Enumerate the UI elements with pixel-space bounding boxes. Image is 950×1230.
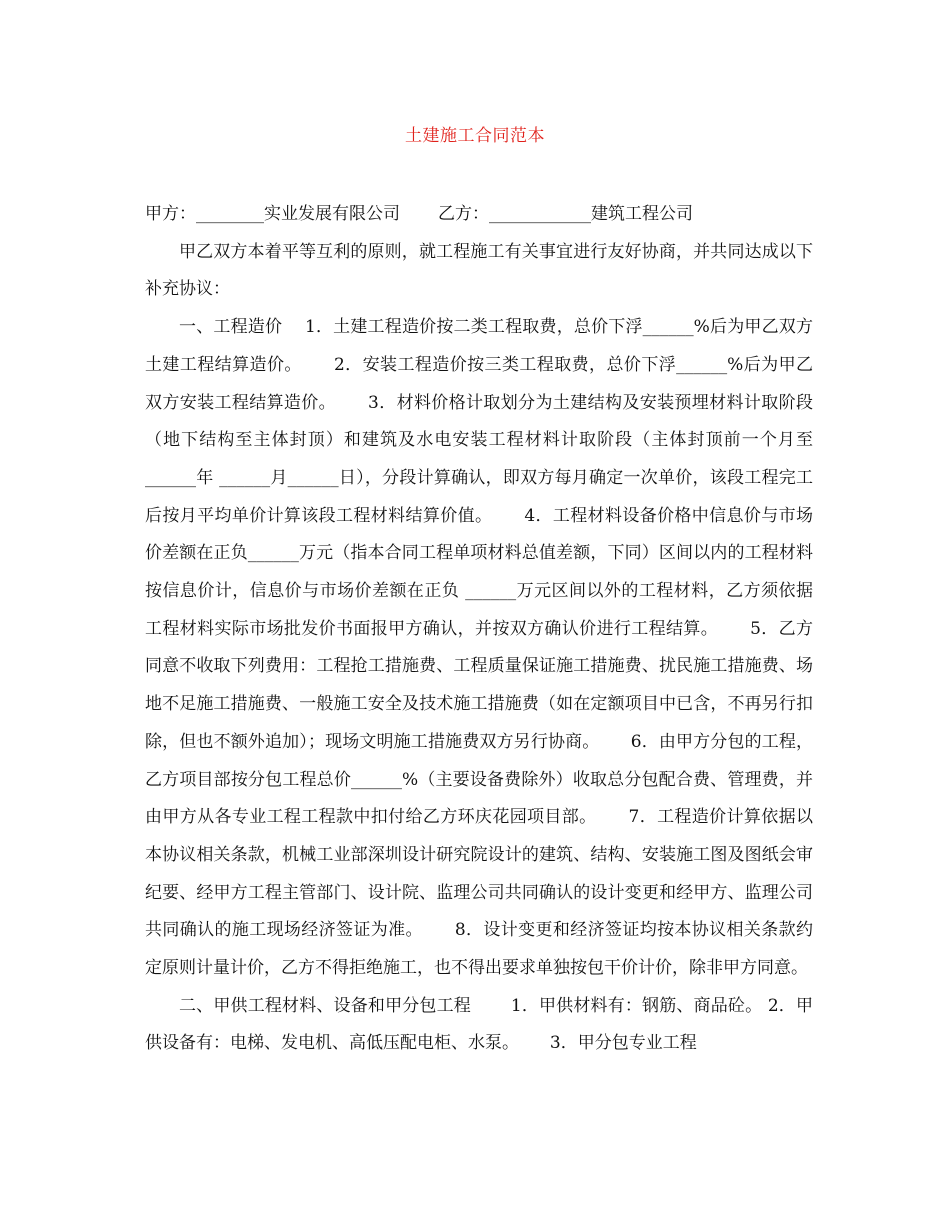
parties-line [145,196,813,234]
party-a-text: 甲方：________实业发展有限公司 [145,204,400,224]
document-title: 土建施工合同范本 [405,126,545,146]
preamble-paragraph: 甲乙双方本着平等互利的原则，就工程施工有关事宜进行友好协商，并共同达成以下补充协议： [145,241,813,300]
section-1-pricing-paragraph: 一、工程造价 1．土建工程造价按二类工程取费，总价下浮______%后为甲乙双方土建工程结算造价。 2．安装工程造价按三类工程取费，总价下浮______%后为甲乙双方安装工程结算造价。 3．材料价格计取划分为土建结构及安装预埋材料计取阶段（地下结构至主体封顶）和建筑及水电安装工程材料计取阶段（主体封顶前一个月至______年 ______月______日），分段计算确认，即双方每月确定一次单价，该段工程完工后按月平均单价计算该段工程材料结算价值。 4．工程材料设备价格中信息价与市场价差额在正负______万元（指本合同工程单项材料总值差额，下同）区间以内的工程材料按信息价计，信息价与市场价差额在正负 ______万元区间以外的工程材料，乙方须依据工程材料实际市场批发价书面报甲方确认，并按双方确认价进行工程结算。 5．乙方同意不收取下列费用：工程抢工措施费、工程质量保证施工措施费、扰民施工措施费、场地不足施工措施费、一般施工安全及技术施工措施费（如在定额项目中已含，不再另行扣除，但也不额外追加）；现场文明施工措施费双方另行协商。 6．由甲方分包的工程，乙方项目部按分包工程总价______%（主要设备费除外）收取总分包配合费、管理费，并由甲方从各专业工程工程款中扣付给乙方环庆花园项目部。 7．工程造价计算依据以本协议相关条款，机械工业部深圳设计研究院设计的建筑、结构、安装施工图及图纸会审纪要、经甲方工程主管部门、设计院、监理公司共同确认的设计变更和经甲方、监理公司共同确认的施工现场经济签证为准。 8．设计变更和经济签证均按本协议相关条款约定原则计量计价，乙方不得拒绝施工，也不得出要求单独按包干价计价，除非甲方同意。 [145,317,813,979]
section-2-materials-paragraph: 二、甲供工程材料、设备和甲分包工程 1．甲供材料有：钢筋、商品砼。 2．甲供设备有：电梯、发电机、高低压配电柜、水泵。 3．甲分包专业工程 [145,995,813,1054]
document-body [145,196,813,1063]
party-b-text: 乙方：____________建筑工程公司 [438,204,693,224]
